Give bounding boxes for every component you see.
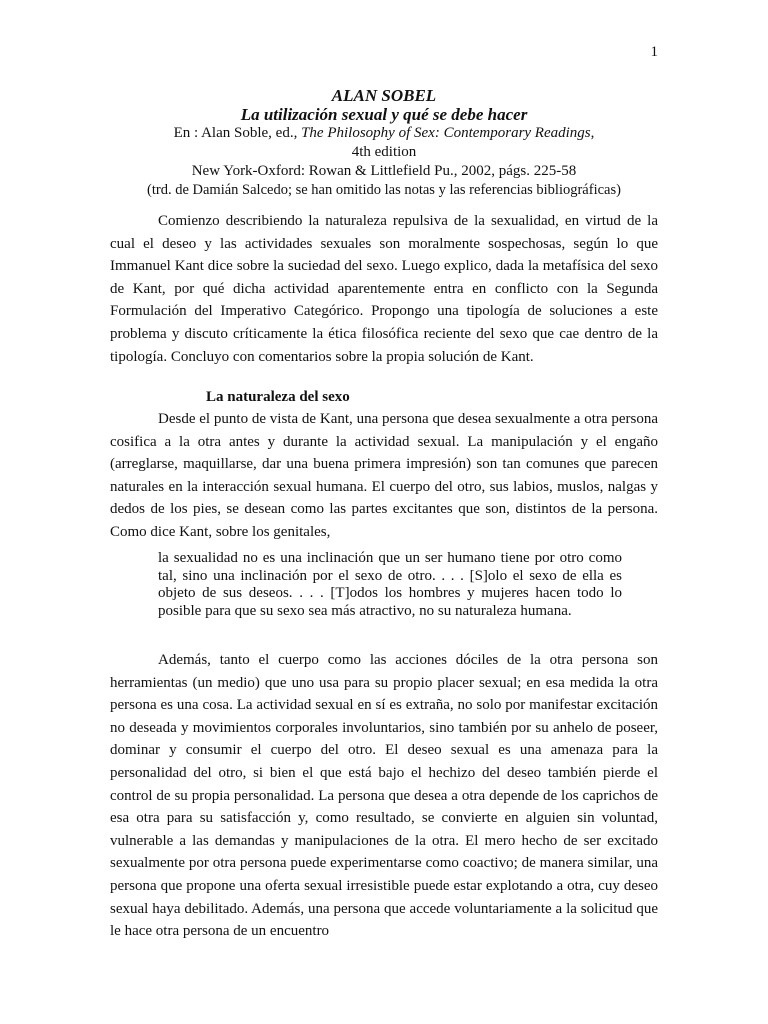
translation-note: (trd. de Damián Salcedo; se han omitido las notas y las referencias bibliográficas) — [147, 182, 621, 198]
section-heading: La naturaleza del sexo — [206, 389, 350, 405]
publisher-info: New York-Oxford: Rowan & Littlefield Pu., 2002, págs. 225-58 — [191, 163, 577, 179]
intro-paragraph: Comienzo describiendo la naturaleza repulsiva de la sexualidad, en virtud de la cual el deseo y las actividades sexuales son moralmente sospechosas, según lo que Immanuel Kant dice sobre la suciedad del sexo. Luego explico, dada la metafísica del sexo de Kant, por qué dicha actividad aparentemente entra en conflicto con la Segunda Formulación del Imperativo Categórico. Propongo una tipología de soluciones a este problema y discuto críticamente la ética filosófica reciente del sexo que cae dentro de la tipología. Concluyo con comentarios sobre la propia solución de Kant. — [110, 213, 658, 365]
block-quote — [158, 550, 622, 620]
section-heading-block — [110, 386, 658, 409]
quote-text: la sexualidad no es una inclinación que un ser humano tiene por otro como tal, sino una inclinación por el sexo de otro. . . . [S]olo el sexo de ella es objeto de sus deseos. . . . [T]odos los hombres y mujeres hacen todo lo posible para que su sexo sea más atractivo, no su naturaleza humana. — [158, 550, 622, 619]
source-prefix: En : Alan Soble, ed., — [173, 125, 302, 141]
second-section-body — [110, 649, 658, 943]
second-paragraph: Además, tanto el cuerpo como las acciones dóciles de la otra persona son herramientas (un medio) que uno usa para su propio placer sexual; en esa medida la otra persona es una cosa. La actividad sexual en sí es extraña, no solo por manifestar excitación no deseada y movimientos corporales involuntarios, sino también por su anhelo de poseer, dominar y consumir el cuerpo del otro. El deseo sexual es una amenaza para la personalidad del otro, si bien el que está bajo el hechizo del deseo también pierde el control de su propia personalidad. La persona que desea a otra depende de los caprichos de esa otra para su satisfacción y, como resultado, se convierte en alguien sin voluntad, vulnerable a las demandas y manipulaciones de la otra. El mero hecho de ser excitado sexualmente por otra persona puede experimentarse como coactivo; de manera similar, una persona que propone una oferta sexual irresistible puede estar explotando a otra, cuy deseo sexual haya debilitado. Además, una persona que accede voluntariamente a la solicitud que le hace otra persona de un encuentro — [110, 652, 658, 940]
source-citation — [100, 124, 668, 143]
page-number: 1 — [650, 44, 658, 60]
edition: 4th edition — [351, 144, 417, 160]
intro-section — [110, 210, 658, 368]
section-paragraph: Desde el punto de vista de Kant, una persona que desea sexualmente a otra persona cosifica a la otra antes y durante la actividad sexual. La manipulación y el engaño (arreglarse, maquillarse, dar una buena primera impresión) son tan comunes que parecen naturales en la interacción sexual humana. El cuerpo del otro, sus labios, muslos, nalgas y dedos de los pies, se desean como las partes excitantes que son, distintos de la persona. Como dice Kant, sobre los genitales, — [110, 411, 658, 540]
source-book-title: The Philosophy of Sex: Contemporary Readings — [301, 125, 591, 141]
section-body — [110, 408, 658, 544]
document-header — [100, 86, 668, 200]
source-suffix: , — [590, 125, 595, 141]
document-title: La utilización sexual y qué se debe hacer — [240, 105, 528, 124]
author-name: ALAN SOBEL — [331, 86, 437, 105]
